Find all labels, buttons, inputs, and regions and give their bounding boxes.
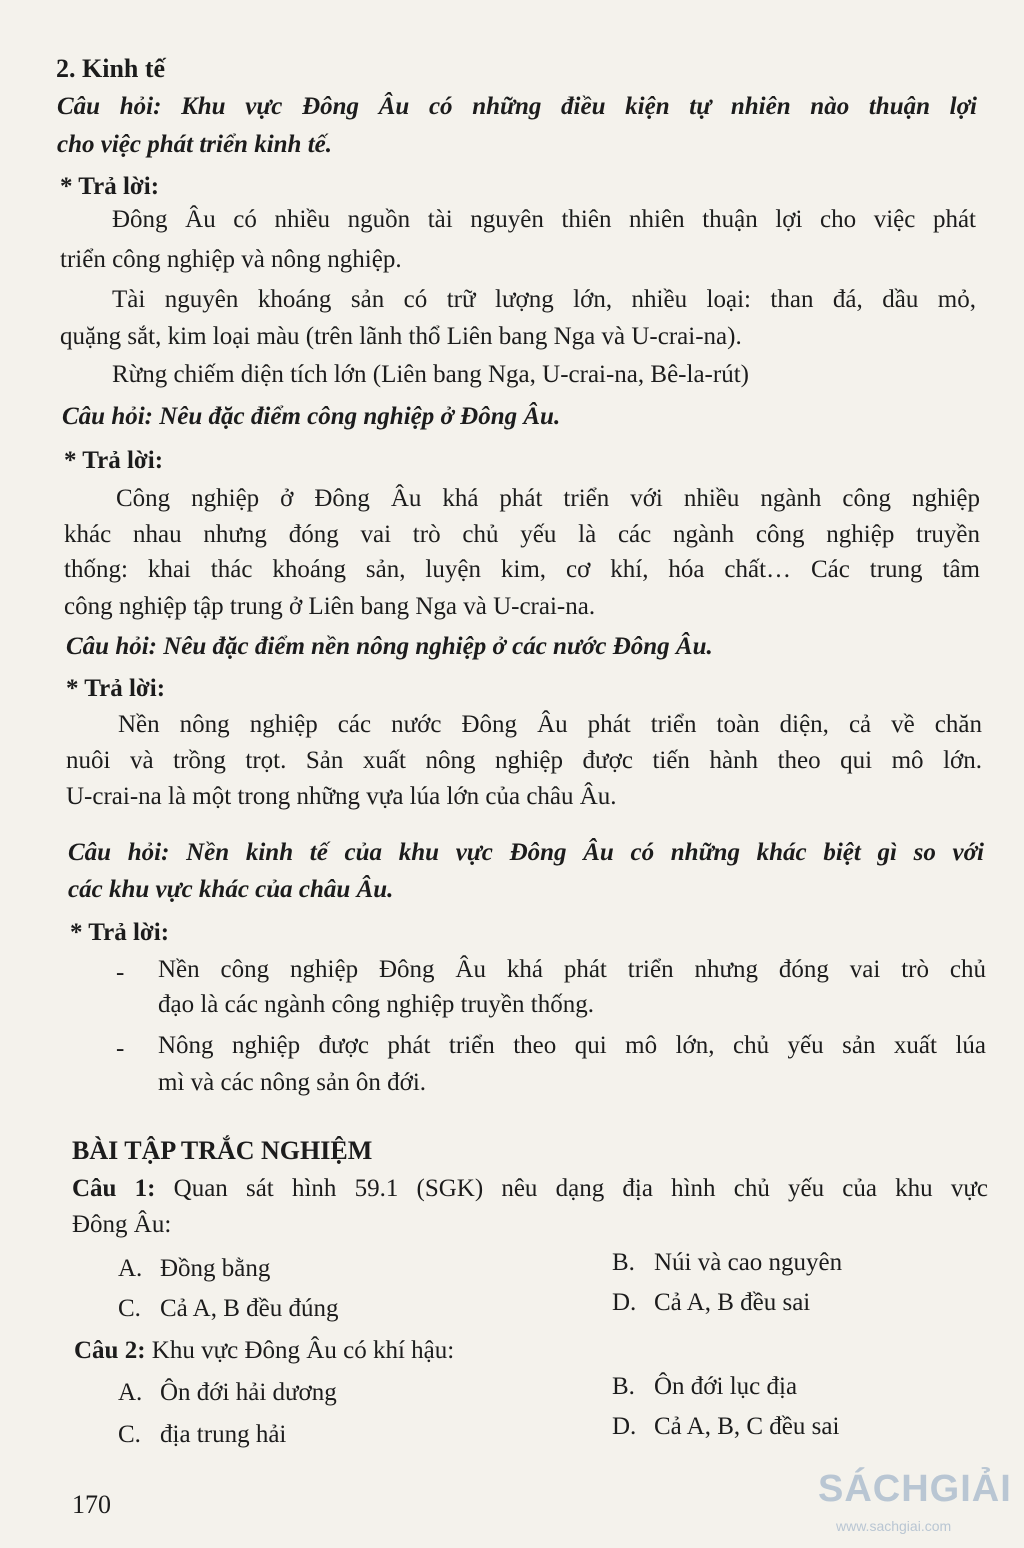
watermark xyxy=(818,1462,1018,1542)
quiz-question-2-text: Khu vực Đông Âu có khí hậu: xyxy=(151,1337,455,1364)
quiz-question-1-line-1 xyxy=(72,1172,988,1206)
answer-1-line-4: quặng sắt, kim loại màu (trên lãnh thổ Liên bang Nga và U-crai-na). xyxy=(60,323,742,350)
quiz-title: BÀI TẬP TRẮC NGHIỆM xyxy=(72,1136,373,1165)
section-title: 2. Kinh tế xyxy=(56,54,166,83)
quiz-1-option-c[interactable] xyxy=(118,1292,338,1326)
answer-2-line-1: Công nghiệp ở Đông Âu khá phát triển với nhiều ngành công nghiệp xyxy=(116,485,980,512)
question-1-line-1: Câu hỏi: Khu vực Đông Âu có những điều kiện tự nhiên nào thuận lợi xyxy=(57,93,977,120)
answer-label-1: * Trả lời: xyxy=(60,173,160,200)
answer-3-line-3: U-crai-na là một trong những vựa lúa lớn của châu Âu. xyxy=(66,783,617,810)
answer-1-line-1: Đông Âu có nhiều nguồn tài nguyên thiên nhiên thuận lợi cho việc phát xyxy=(112,206,976,233)
option-letter: D. xyxy=(612,1413,637,1440)
quiz-question-1-text: Quan sát hình 59.1 (SGK) nêu dạng địa hình chủ yếu của khu vực xyxy=(173,1175,988,1202)
answer-4-bullet-1-line-1: Nền công nghiệp Đông Âu khá phát triển nhưng đóng vai trò chủ xyxy=(158,956,986,983)
page-number: 170 xyxy=(72,1490,111,1519)
quiz-2-option-c[interactable] xyxy=(118,1418,286,1452)
answer-2-line-3: thống: khai thác khoáng sản, luyện kim, cơ khí, hóa chất… Các trung tâm xyxy=(64,556,980,583)
watermark-url: www.sachgiai.com xyxy=(836,1518,952,1534)
answer-label-4: * Trả lời: xyxy=(70,919,170,946)
quiz-question-2 xyxy=(74,1334,454,1368)
quiz-2-option-d[interactable] xyxy=(612,1410,839,1444)
watermark-brand: SÁCHGIẢI xyxy=(818,1468,1012,1510)
answer-4-bullet-2-line-2: mì và các nông sản ôn đới. xyxy=(158,1069,427,1096)
answer-2-line-4: công nghiệp tập trung ở Liên bang Nga và U-crai-na. xyxy=(64,593,596,620)
answer-label-2: * Trả lời: xyxy=(64,447,164,474)
answer-3-line-1: Nền nông nghiệp các nước Đông Âu phát triển toàn diện, cả về chăn xyxy=(118,711,982,738)
option-text: Đồng bằng xyxy=(160,1255,271,1282)
answer-4-bullet-1-line-2: đạo là các ngành công nghiệp truyền thống. xyxy=(158,991,594,1018)
answer-2-line-2: khác nhau nhưng đóng vai trò chủ yếu là các ngành công nghiệp truyền xyxy=(64,521,980,548)
answer-4-bullet-2-line-1: Nông nghiệp được phát triển theo qui mô lớn, chủ yếu sản xuất lúa xyxy=(158,1032,986,1059)
option-letter: A. xyxy=(118,1255,143,1282)
option-letter: C. xyxy=(118,1421,141,1448)
option-text: Cả A, B, C đều sai xyxy=(654,1413,840,1440)
question-1-line-2: cho việc phát triển kinh tế. xyxy=(57,131,332,158)
option-letter: B. xyxy=(612,1249,635,1276)
option-text: Ôn đới hải dương xyxy=(160,1379,337,1406)
option-text: địa trung hải xyxy=(160,1421,287,1448)
quiz-1-option-a[interactable] xyxy=(118,1252,270,1286)
quiz-1-option-d[interactable] xyxy=(612,1286,810,1320)
answer-1-line-5: Rừng chiếm diện tích lớn (Liên bang Nga, U-crai-na, Bê-la-rút) xyxy=(112,361,749,388)
option-text: Cả A, B đều đúng xyxy=(160,1295,339,1322)
answer-1-line-2: triển công nghiệp và nông nghiệp. xyxy=(60,246,402,273)
option-text: Ôn đới lục địa xyxy=(654,1373,798,1400)
bullet-dash: - xyxy=(116,1035,125,1062)
question-4-line-1: Câu hỏi: Nền kinh tế của khu vực Đông Âu có những khác biệt gì so với xyxy=(68,839,984,866)
quiz-question-1-label: Câu 1: xyxy=(72,1175,156,1202)
quiz-2-option-b[interactable] xyxy=(612,1370,797,1404)
question-3: Câu hỏi: Nêu đặc điểm nền nông nghiệp ở các nước Đông Âu. xyxy=(66,633,713,660)
quiz-question-2-label: Câu 2: xyxy=(74,1337,146,1364)
quiz-2-option-a[interactable] xyxy=(118,1376,337,1410)
answer-label-3: * Trả lời: xyxy=(66,675,166,702)
answer-3-line-2: nuôi và trồng trọt. Sản xuất nông nghiệp được tiến hành theo qui mô lớn. xyxy=(66,747,982,774)
bullet-dash: - xyxy=(116,959,125,986)
quiz-question-1-line-2: Đông Âu: xyxy=(72,1211,172,1238)
option-letter: D. xyxy=(612,1289,637,1316)
option-text: Núi và cao nguyên xyxy=(654,1249,843,1276)
answer-1-line-3: Tài nguyên khoáng sản có trữ lượng lớn, nhiều loại: than đá, dầu mỏ, xyxy=(112,286,976,313)
question-4-line-2: các khu vực khác của châu Âu. xyxy=(68,876,394,903)
option-letter: B. xyxy=(612,1373,635,1400)
quiz-1-option-b[interactable] xyxy=(612,1246,842,1280)
option-letter: C. xyxy=(118,1295,141,1322)
option-letter: A. xyxy=(118,1379,143,1406)
question-2: Câu hỏi: Nêu đặc điểm công nghiệp ở Đông Âu. xyxy=(62,403,561,430)
option-text: Cả A, B đều sai xyxy=(654,1289,811,1316)
